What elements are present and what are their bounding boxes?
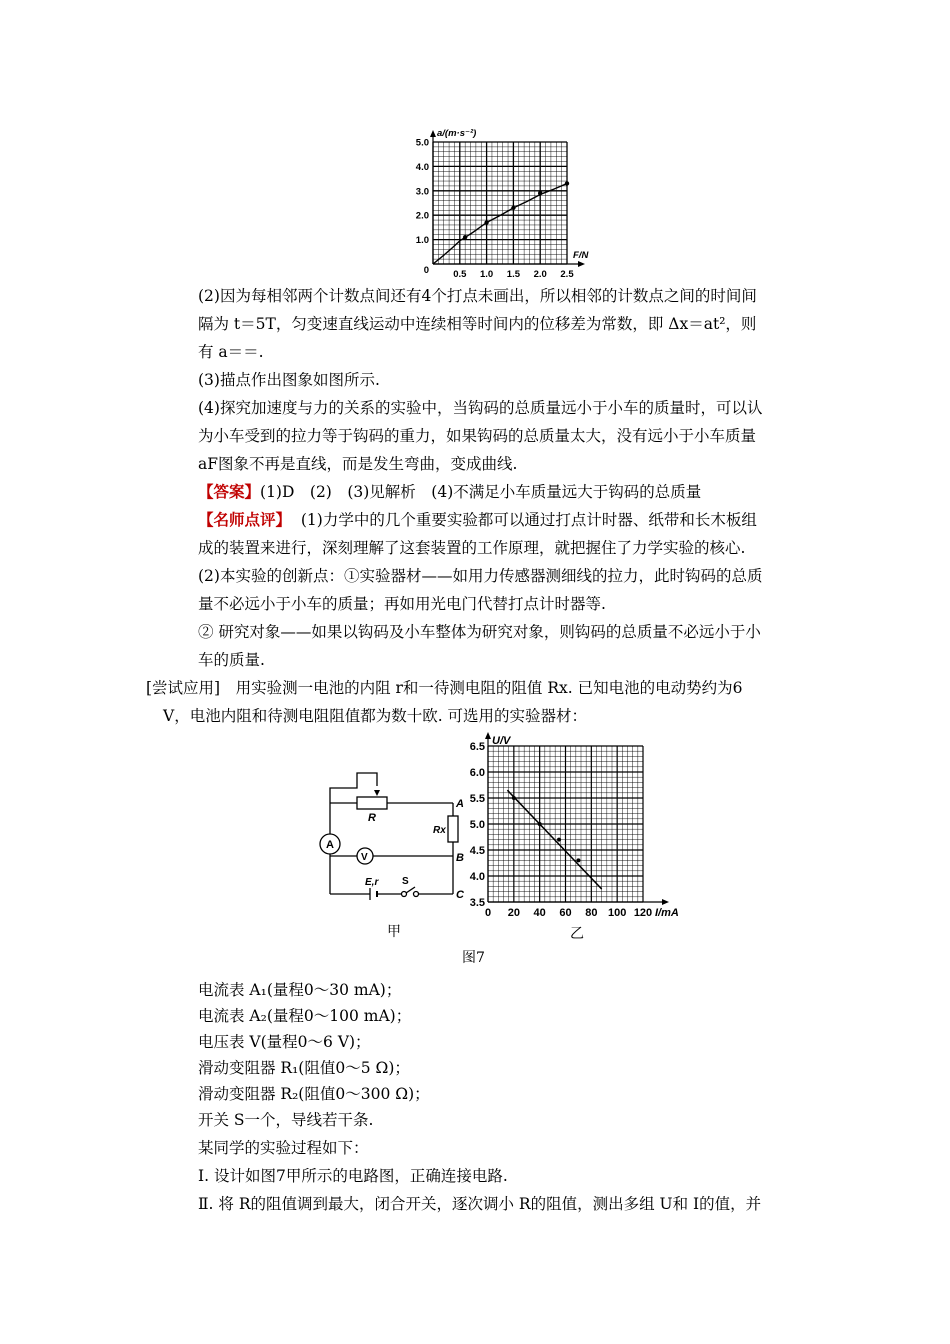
circuit-caption: 甲 (387, 924, 401, 940)
chart-u-i-caption: 乙 (570, 926, 584, 942)
y-axis-label: a/(m·s⁻²) (437, 128, 477, 139)
y-tick-label: 4.5 (469, 845, 485, 857)
y-tick-label: 1.0 (415, 235, 429, 247)
x-tick-label: 0.5 (453, 269, 467, 280)
y-tick-label: 6.0 (469, 767, 485, 779)
origin-y-label: 3.5 (469, 897, 485, 909)
ammeter-label: A (326, 839, 334, 851)
y-tick-label: 5.5 (469, 793, 485, 805)
equipment-5: 滑动变阻器 R₂(阻值0～300 Ω)； (198, 1085, 430, 1103)
comment-line-3: (2)本实验的创新点：①实验器材——如用力传感器测细线的拉力，此时钩码的总质 (198, 567, 763, 585)
circuit-diagram (315, 768, 465, 948)
x-tick-label: 2.5 (560, 269, 574, 280)
chart-a-f (405, 122, 605, 282)
paragraph-3: (3)描点作出图象如图所示. (198, 371, 380, 389)
x-tick-label: 120 (633, 907, 653, 919)
comment-line-4: 量不必远小于小车的质量；再如用光电门代替打点计时器等. (198, 595, 606, 613)
x-axis-arrow-icon (578, 261, 585, 267)
equipment-6: 开关 S一个，导线若干条. (198, 1111, 374, 1129)
battery-label: E,r (365, 877, 379, 888)
slider-arrow-icon (374, 790, 380, 796)
paragraph-4-line-3: aF图象不再是直线，而是发生弯曲，变成曲线. (198, 455, 518, 473)
y-tick-label: 5.0 (469, 819, 485, 831)
node-a-label: A (456, 798, 464, 810)
origin-label: 0 (423, 265, 429, 276)
procedure-intro: 某同学的实验过程如下： (198, 1139, 369, 1157)
paragraph-2-line-3: 有 a＝＝. (198, 343, 264, 361)
equipment-3: 电压表 V(量程0～6 V)； (198, 1033, 371, 1051)
data-point (538, 822, 542, 826)
x-tick-label: 100 (607, 907, 627, 919)
x-tick-label: 1.0 (479, 269, 494, 280)
node-c-label: C (456, 889, 464, 901)
y-tick-label: 6.5 (469, 741, 485, 753)
x-axis-label: I/mA (655, 907, 679, 919)
rheostat-label: R (368, 812, 376, 824)
figure-7-caption: 图7 (462, 950, 485, 966)
y-tick-label: 4.0 (415, 161, 429, 173)
origin-x-label: 0 (484, 907, 492, 919)
x-tick-label: 1.5 (506, 269, 521, 280)
switch-label: S (402, 876, 409, 887)
data-point (576, 858, 580, 862)
y-tick-label: 5.0 (415, 137, 429, 149)
try-line-1: [尝试应用] 用实验测一电池的内阻 r和一待测电阻的阻值 Rx. 已知电池的电动势约为6 (146, 679, 743, 697)
data-point (557, 838, 561, 842)
data-point (565, 181, 569, 185)
switch-icon (402, 892, 407, 897)
data-point (484, 220, 488, 224)
data-point (538, 191, 542, 195)
voltmeter-label: V (361, 852, 368, 863)
x-axis-label: F/N (573, 250, 589, 261)
try-line-2: V，电池内阻和待测电阻阻值都为数十欧. 可选用的实验器材： (163, 707, 588, 725)
comment-line-1 (198, 510, 757, 530)
y-axis-arrow-icon (485, 732, 491, 739)
node-b-label: B (456, 852, 464, 864)
x-tick-label: 80 (585, 907, 598, 919)
paragraph-2-line-2: 隔为 t＝5T，匀变速直线运动中连续相等时间内的位移差为常数，即 Δx＝at²，则 (198, 315, 757, 333)
data-point (512, 796, 516, 800)
paragraph-4-line-1: (4)探究加速度与力的关系的实验中，当钩码的总质量远小于小车的质量时，可以认 (198, 399, 763, 417)
paragraph-4-line-2: 为小车受到的拉力等于钩码的重力，如果钩码的总质量太大，没有远小于小车质量 (198, 427, 757, 445)
x-tick-label: 60 (559, 907, 572, 919)
x-axis-arrow-icon (662, 899, 669, 905)
equipment-4: 滑动变阻器 R₁(阻值0～5 Ω)； (198, 1059, 410, 1077)
x-tick-label: 20 (507, 907, 520, 919)
procedure-step-2: Ⅱ. 将 R的阻值调到最大，闭合开关，逐次调小 R的阻值，测出多组 U和 I的值，并 (198, 1195, 762, 1213)
y-axis-arrow-icon (430, 130, 436, 137)
comment-tag: 【名师点评】 (198, 510, 292, 529)
rx-label: Rx (433, 825, 446, 836)
data-point (463, 235, 467, 239)
switch-contact (414, 892, 419, 897)
y-axis-label: U/V (492, 735, 511, 747)
y-tick-label: 3.0 (415, 186, 429, 198)
paragraph-2-line-1: (2)因为每相邻两个计数点间还有4个打点未画出，所以相邻的计数点之间的时间间 (198, 287, 757, 305)
chart-u-i (455, 728, 695, 928)
equipment-1: 电流表 A₁(量程0～30 mA)； (198, 981, 402, 999)
y-tick-label: 2.0 (415, 210, 429, 222)
data-point (511, 206, 515, 210)
comment-line-6: 车的质量. (198, 651, 265, 669)
answer-tag: 【答案】 (198, 482, 261, 501)
comment-line-5: ② 研究对象——如果以钩码及小车整体为研究对象，则钩码的总质量不必远小于小 (198, 623, 761, 641)
rheostat-icon (357, 797, 387, 809)
x-tick-label: 2.0 (533, 269, 547, 280)
answer-line (198, 482, 701, 502)
answer-text: (1)D (2) (3)见解析 (4)不满足小车质量远大于钩码的总质量 (260, 483, 702, 501)
comment-text-1: (1)力学中的几个重要实验都可以通过打点计时器、纸带和长木板组 (300, 511, 757, 529)
equipment-2: 电流表 A₂(量程0～100 mA)； (198, 1007, 412, 1025)
comment-line-2: 成的装置来进行，深刻理解了这套装置的工作原理，就把握住了力学实验的核心. (198, 539, 746, 557)
procedure-step-1: Ⅰ. 设计如图7甲所示的电路图，正确连接电路. (198, 1167, 508, 1185)
x-tick-label: 40 (533, 907, 546, 919)
y-tick-label: 4.0 (469, 871, 485, 883)
